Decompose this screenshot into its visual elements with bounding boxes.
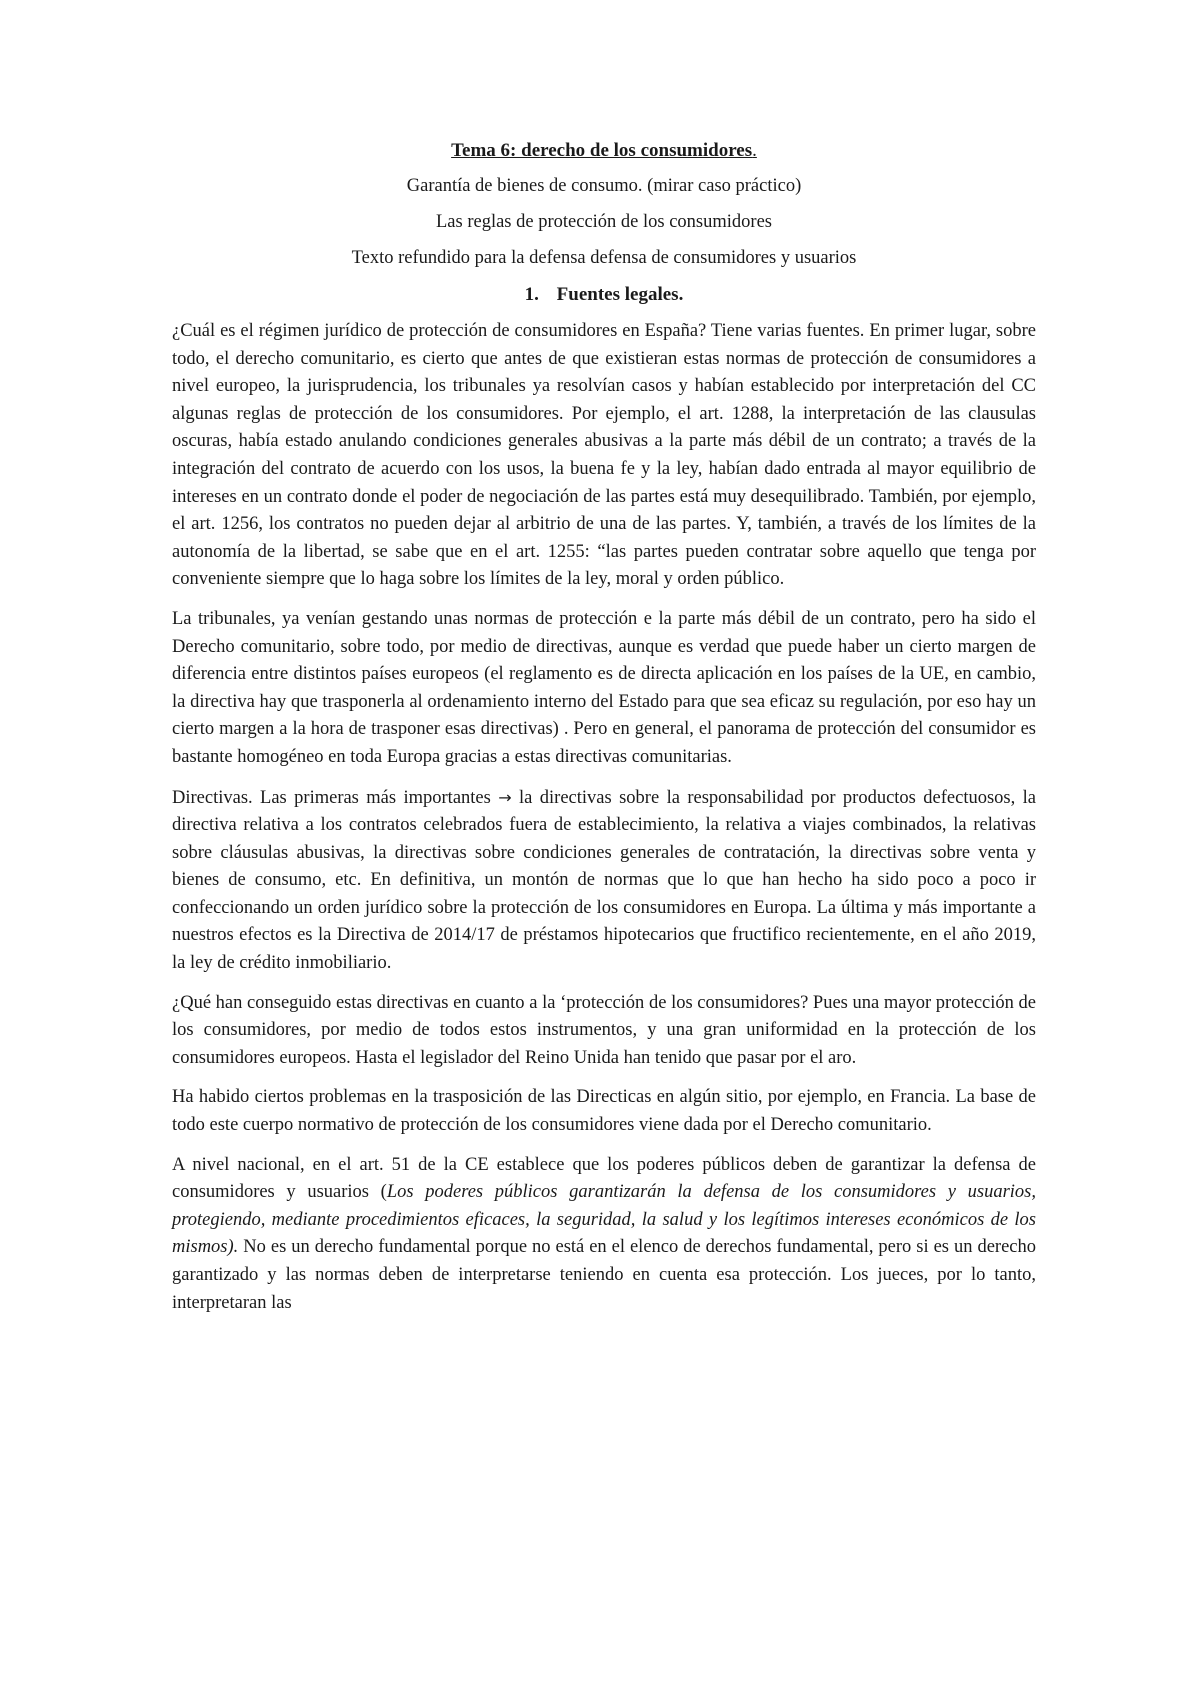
section-heading — [172, 284, 1036, 306]
document-title: Tema 6: derecho de los consumidores. — [451, 140, 757, 161]
arrow-right-icon: → — [498, 787, 512, 807]
paragraph-que-han-conseguido: ¿Qué han conseguido estas directivas en cuanto a la ‘protección de los consumidores? Pues una mayor protección de los consumidores, por medio de todos estos instrumentos, y una gran uniformidad en la protección de los consumidores europeos. Hasta el legislador del Reino Unida han tenido que pasar por el aro. — [172, 992, 1036, 1068]
paragraph-nivel-nacional: A nivel nacional, en el art. 51 de la CE establece que los poderes públicos deben de garantizar la defensa de consumidores y usuarios (Los poderes públicos garantizarán la defensa de los consumidores y usuarios, protegiendo, mediante procedimientos eficaces, la seguridad, la salud y los legítimos intereses económicos de los mismos). No es un derecho fundamental porque no está en el elenco de derechos fundamental, pero si es un derecho garantizado y las normas deben de interpretarse teniendo en cuenta esa protección. Los jueces, por lo tanto, interpretaran las — [172, 1154, 1036, 1313]
paragraph-problemas-trasposicion: Ha habido ciertos problemas en la trasposición de las Directicas en algún sitio, por ejemplo, en Francia. La base de todo este cuerpo normativo de protección de los consumidores viene dada por el Derecho comunitario. — [172, 1087, 1036, 1136]
section-title: Fuentes legales. — [556, 284, 684, 305]
subtitle-reglas: Las reglas de protección de los consumidores — [436, 212, 772, 232]
art-51-quote: Los poderes públicos garantizarán la defensa de los consumidores y usuarios, protegiendo, mediante procedimientos eficaces, la seguridad, la salud y los legítimos intereses económicos de los mismos). — [172, 1182, 1036, 1258]
subtitle-texto-refundido: Texto refundido para la defensa defensa de consumidores y usuarios — [351, 248, 857, 268]
paragraph-regimen-juridico: ¿Cuál es el régimen jurídico de protección de consumidores en España? Tiene varias fuentes. En primer lugar, sobre todo, el derecho comunitario, es cierto que antes de que existieran estas normas de protección de consumidores a nivel europeo, la jurisprudencia, los tribunales ya resolvían casos y habían establecido por interpretación del CC algunas reglas de protección de los consumidores. Por ejemplo, el art. 1288, la interpretación de las clausulas oscuras, había estado anulando condiciones generales abusivas a la parte más débil de un contrato; a través de la integración del contrato de acuerdo con los usos, la buena fe y la ley, habían dado entrada al mayor equilibrio de intereses en un contrato donde el poder de negociación de las partes está muy desequilibrado. También, por ejemplo, el art. 1256, los contratos no pueden dejar al arbitrio de una de las partes. Y, también, a través de los límites de la autonomía de la libertad, se sabe que en el art. 1255: “las partes pueden contratar sobre aquello que tenga por conveniente siempre que lo haga sobre los límites de la ley, moral y orden público. — [172, 321, 1036, 590]
document-page — [172, 140, 1036, 1329]
paragraph-tribunales: La tribunales, ya venían gestando unas normas de protección e la parte más débil de un contrato, pero ha sido el Derecho comunitario, sobre todo, por medio de directivas, aunque es verdad que puede haber un cierto margen de diferencia entre distintos países europeos (el reglamento es de directa aplicación en los países de la UE, en cambio, la directiva hay que trasponerla al ordenamiento interno del Estado para que sea eficaz su regulación, por eso hay un cierto margen a la hora de trasponer esas directivas) . Pero en general, el panorama de protección del consumidor es bastante homogéneo en toda Europa gracias a estas directivas comunitarias. — [172, 608, 1036, 767]
subtitle-garantia: Garantía de bienes de consumo. (mirar caso práctico) — [406, 176, 802, 196]
paragraph-directivas: Directivas. Las primeras más importantes → la directivas sobre la responsabilidad por productos defectuosos, la directiva relativa a los contratos celebrados fuera de establecimiento, la relativa a viajes combinados, la relativas sobre cláusulas abusivas, la directivas sobre condiciones generales de contratación, la directivas sobre venta y bienes de consumo, etc. En definitiva, un montón de normas que lo que han hecho ha sido poco a poco ir confeccionando un orden jurídico sobre la protección de los consumidores en Europa. La última y más importante a nuestros efectos es la Directiva de 2014/17 de préstamos hipotecarios que fructifico recientemente, en el año 2019, la ley de crédito inmobiliario. — [172, 787, 1036, 974]
section-number: 1. — [524, 284, 539, 305]
